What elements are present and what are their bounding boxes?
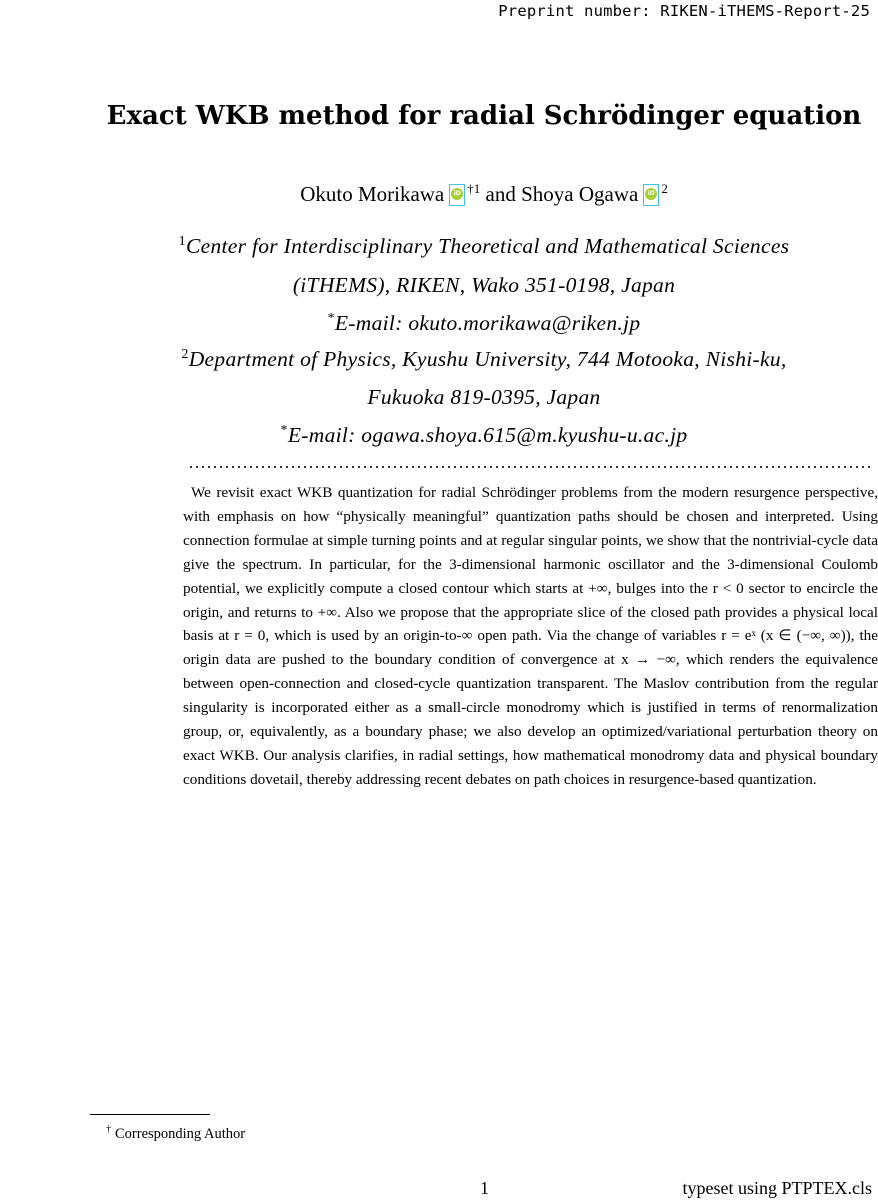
- footnote-rule: [90, 1114, 210, 1115]
- orcid-icon[interactable]: iD: [643, 184, 659, 206]
- footnote: † Corresponding Author: [106, 1124, 246, 1142]
- abstract: We revisit exact WKB quantization for radial Schrödinger problems from the modern resurgence perspective, with emphasis on how “physically meaningful” quantization paths should be chosen and interpreted. Using connection formulae at simple turning points and at regular singular points, we show that the nontrivial-cycle data give the spectrum. In particular, for the 3-dimensional harmonic oscillator and the 3-dimensional Coulomb potential, we explicitly compute a closed contour which starts at +∞, bulges into the r < 0 sector to encircle the origin, and returns to +∞. Also we propose that the appropriate slice of the closed path provides a physical local basis at r = 0, which is used by an origin-to-∞ open path. Via the change of variables r = eˣ (x ∈ (−∞, ∞)), the origin data are pushed to the boundary condition of convergence at x → −∞, which renders the equivalence between open-connection and closed-cycle quantization transparent. The Maslov contribution from the regular singularity is incorporated either as a small-circle monodromy which is justified in terms of renormalization group, or, equivalently, as a boundary phase; we also develop an optimized/variational perturbation theory on exact WKB. Our analysis clarifies, in radial settings, how mathematical monodromy data and physical boundary conditions dovetail, thereby addressing recent debates on path choices in resurgence-based quantization.: [183, 484, 878, 788]
- author-marks: 2: [661, 181, 668, 196]
- paper-title: Exact WKB method for radial Schrödinger equation: [106, 101, 862, 131]
- affiliation-1-line-2: (iTHEMS), RIKEN, Wako 351-0198, Japan: [292, 273, 676, 297]
- page-number: 1: [480, 1178, 489, 1198]
- orcid-icon[interactable]: iD: [449, 184, 465, 206]
- affiliation-1-email[interactable]: *E-mail: okuto.morikawa@riken.jp: [327, 311, 641, 335]
- affiliation-2-line-2: Fukuoka 819-0395, Japan: [367, 385, 601, 409]
- author-name: Shoya Ogawa: [521, 182, 639, 206]
- preprint-number: Preprint number: RIKEN-iTHEMS-Report-25: [498, 2, 870, 20]
- author-list: [90, 181, 878, 207]
- dotted-separator: [188, 466, 874, 468]
- typeset-note: typeset using PTPTEX.cls: [682, 1178, 872, 1198]
- author-name: Okuto Morikawa: [300, 182, 445, 206]
- affiliation-2-line-1: $^2$Department of Physics, Kyushu University, 744 Motooka, Nishi-ku,: [181, 347, 787, 371]
- author-marks: †1: [467, 181, 481, 196]
- affiliation-2-email[interactable]: *E-mail: ogawa.shoya.615@m.kyushu-u.ac.jp: [280, 423, 688, 447]
- author-joiner: and: [485, 182, 516, 206]
- affiliation-1-line-1: $^1$Center for Interdisciplinary Theoretical and Mathematical Sciences: [178, 234, 790, 258]
